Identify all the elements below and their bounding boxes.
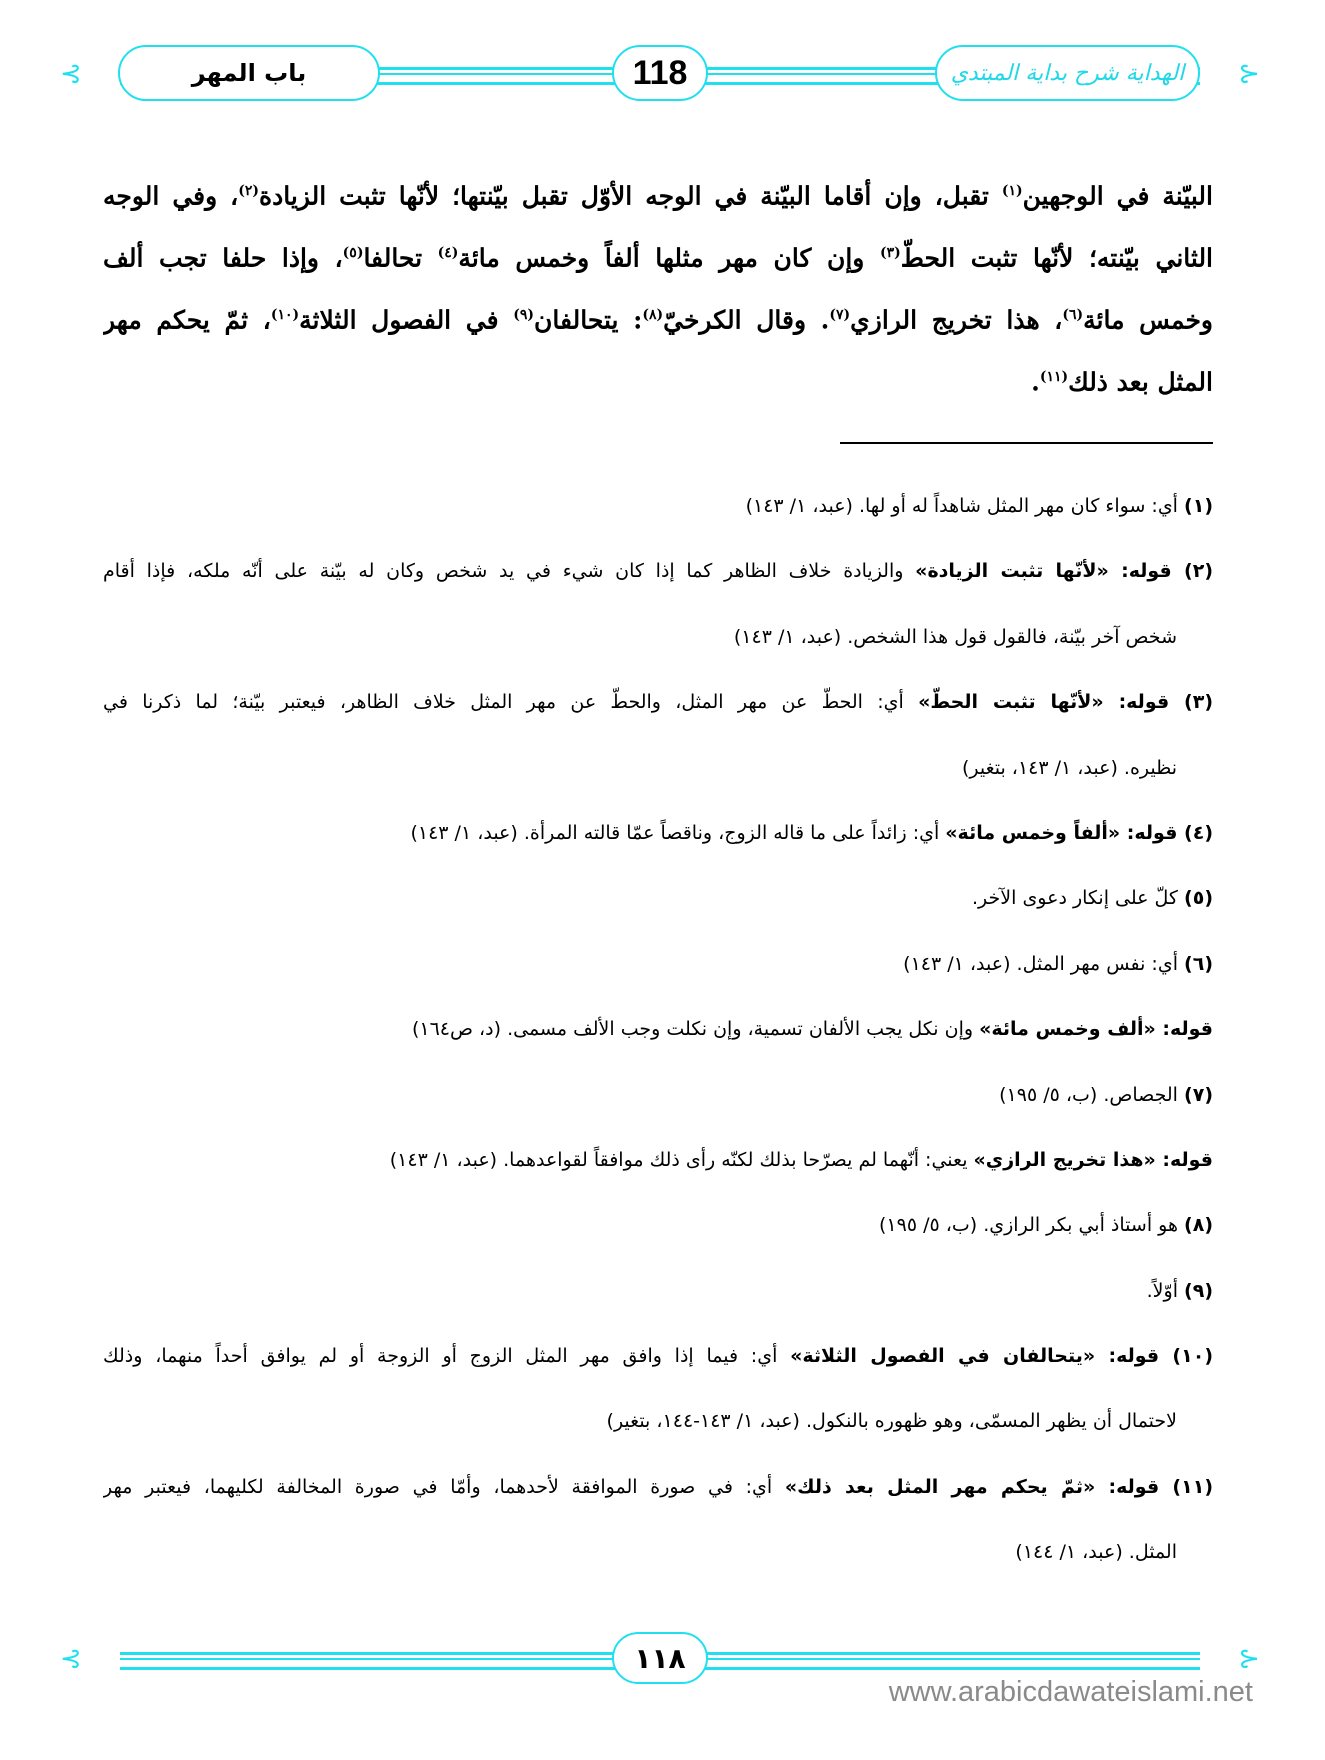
- footer-page-number: ١١٨: [634, 1641, 686, 1675]
- footnote: (٦) أي: نفس مهر المثل. (عبد، ١/ ١٤٣): [903, 952, 1213, 975]
- ornament-icon: ⊰: [60, 1644, 82, 1674]
- page-number: 118: [632, 53, 688, 92]
- footnote-continuation: لاحتمال أن يظهر المسمّى، وهو ظهوره بالنكول. (عبد، ١/ ١٤٣-١٤٤، بتغير): [606, 1410, 1177, 1433]
- footnote: (٤) قوله: «ألفاً وخمس مائة» أي: زائداً على ما قاله الزوج، وناقصاً عمّا قالته المرأة. (عبد، ١/ ١٤٣): [410, 821, 1213, 844]
- footnote: (١) أي: سواء كان مهر المثل شاهداً له أو لها. (عبد، ١/ ١٤٣): [745, 495, 1213, 517]
- chapter-title: باب المهر: [191, 59, 307, 87]
- footnote-continuation: المثل. (عبد، ١/ ١٤٤): [1015, 1541, 1177, 1564]
- footnote: (٩) أوّلاً.: [1146, 1279, 1213, 1302]
- footnote: (٣) قوله: «لأنّها تثبت الحطّ» أي: الحطّ عن مهر المثل، والحطّ عن مهر المثل خلاف الظاهر، فيعتبر بيّنة؛ لما ذكرنا في: [103, 691, 1213, 714]
- page-header: [60, 45, 1260, 105]
- ornament-icon: ⊱: [1238, 1644, 1260, 1674]
- page-number-box: [612, 45, 708, 101]
- footnote: (٧) الجصاص. (ب، ٥/ ١٩٥): [999, 1083, 1213, 1106]
- book-logo: الهداية شرح بداية المبتدي: [950, 60, 1185, 86]
- footnote-continuation: نظيره. (عبد، ١/ ١٤٣، بتغير): [961, 756, 1177, 779]
- footnotes: [103, 474, 1213, 1586]
- footnote-continuation: شخص آخر بيّنة، فالقول قول هذا الشخص. (عبد، ١/ ١٤٣): [733, 625, 1177, 648]
- ornament-icon: ⊰: [60, 59, 82, 89]
- watermark: www.arabicdawateislami.net: [888, 1676, 1253, 1708]
- body-line: المثل بعد ذلك$^{(١١)}$.: [1031, 367, 1213, 397]
- body-line: البيّنة في الوجهين$^{(١)}$ تقبل، وإن أقاما البيّنة في الوجه الأوّل تقبل بيّنتها؛ لأنّها تثبت الزيادة$^{(٢)}$، وفي الوجه: [103, 181, 1213, 211]
- footnote: قوله: «هذا تخريج الرازي» يعني: أنّهما لم يصرّحا بذلك لكنّه رأى ذلك موافقاً لقواعدهما. (عبد، ١/ ١٤٣): [389, 1148, 1213, 1171]
- footnote: (١١) قوله: «ثمّ يحكم مهر المثل بعد ذلك» أي: في صورة الموافقة لأحدهما، وأمّا في صورة المخالفة لكليهما، فيعتبر مهر: [103, 1475, 1213, 1498]
- footnote-divider: [840, 442, 1213, 444]
- book-logo-box: [935, 45, 1200, 101]
- footnote: (١٠) قوله: «يتحالفان في الفصول الثلاثة» أي: فيما إذا وافق مهر المثل الزوج أو الزوجة أو لم يوافق أحداً منهما، وذلك: [103, 1345, 1213, 1368]
- ornament-icon: ⊱: [1238, 59, 1260, 89]
- footnote: (٢) قوله: «لأنّها تثبت الزيادة» والزيادة خلاف الظاهر كما إذا كان شيء في يد شخص وكان له بيّنة على أنّه ملكه، فإذا أقام: [103, 560, 1213, 583]
- body-line: وخمس مائة$^{(٦)}$، هذا تخريج الرازي$^{(٧)}$. وقال الكرخيّ$^{(٨)}$: يتحالفان$^{(٩)}$ في الفصول الثلاثة$^{(١٠)}$، ثمّ يحكم مهر: [103, 305, 1213, 335]
- body-line: الثاني بيّنته؛ لأنّها تثبت الحطّ$^{(٣)}$ وإن كان مهر مثلها ألفاً وخمس مائة$^{(٤)}$ تحالفا$^{(٥)}$، وإذا حلفا تجب ألف: [103, 243, 1213, 273]
- footnote: (٨) هو أستاذ أبي بكر الرازي. (ب، ٥/ ١٩٥): [878, 1214, 1213, 1237]
- chapter-title-box: [118, 45, 380, 101]
- footnote: (٥) كلّ على إنكار دعوى الآخر.: [972, 887, 1213, 910]
- main-text: [103, 160, 1213, 408]
- footnote: قوله: «ألف وخمس مائة» وإن نكل يجب الألفان تسمية، وإن نكلت وجب الألف مسمى. (د، ص١٦٤): [411, 1018, 1213, 1041]
- footer-page-number-box: [612, 1632, 708, 1684]
